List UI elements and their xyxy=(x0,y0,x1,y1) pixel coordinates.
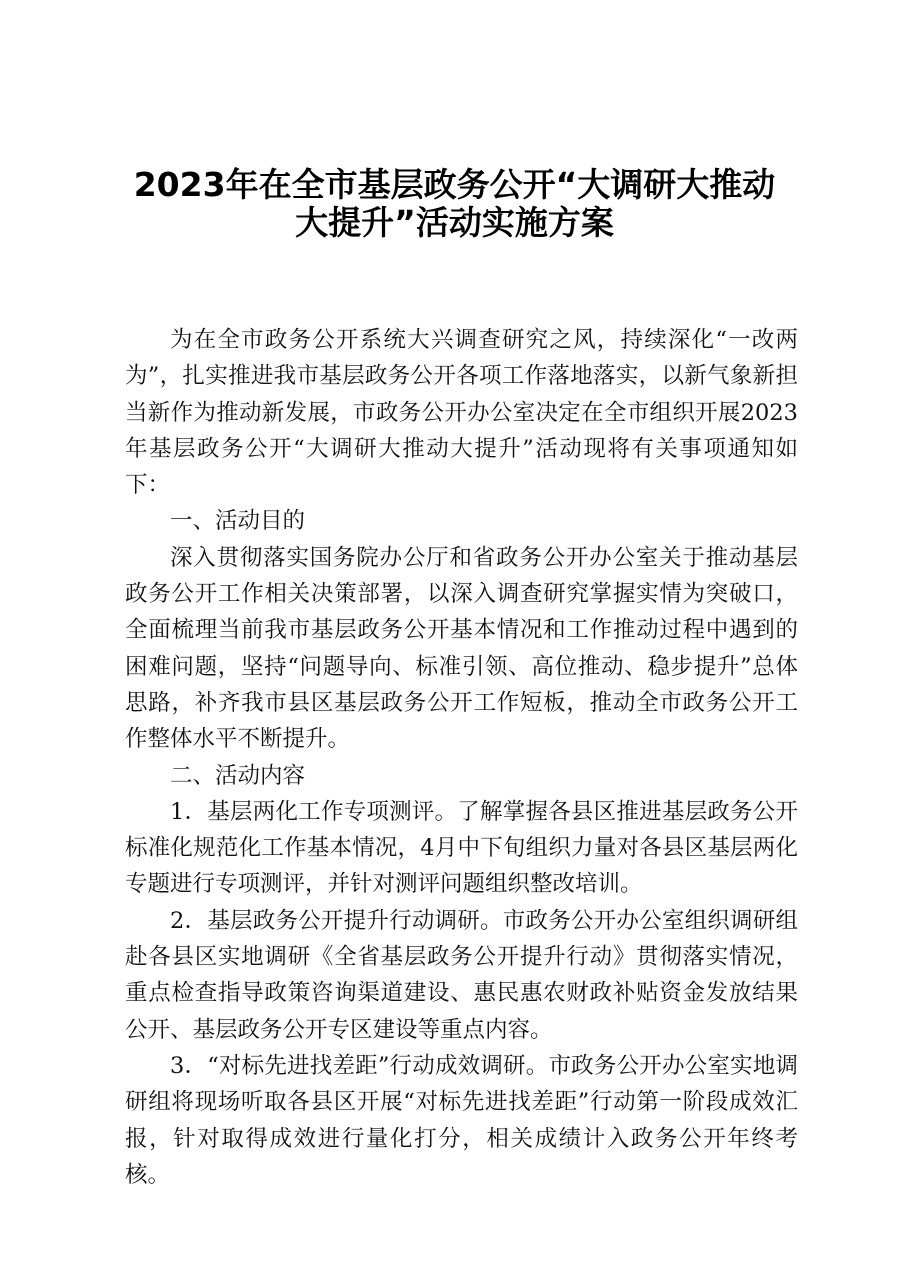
content-item-2: 2．基层政务公开提升行动调研。市政务公开办公室组织调研组赴各县区实地调研《全省基层政务公开提升行动》贯彻落实情况，重点检查指导政策咨询渠道建设、惠民惠农财政补贴资金发放结果公开、基层政务公开专区建设等重点内容。 xyxy=(125,907,798,1043)
purpose-paragraph: 深入贯彻落实国务院办公厅和省政务公开办公室关于推动基层政务公开工作相关决策部署，以深入调查研究掌握实情为突破口，全面梳理当前我市基层政务公开基本情况和工作推动过程中遇到的困难问题，坚持“问题导向、标准引领、高位推动、稳步提升”总体思路，补齐我市县区基层政务公开工作短板，推动全市政务公开工作整体水平不断提升。 xyxy=(125,544,798,753)
content-item-3: 3．“对标先进找差距”行动成效调研。市政务公开办公室实地调研组将现场听取各县区开展“对标先进找差距”行动第一阶段成效汇报，针对取得成效进行量化打分，相关成绩计入政务公开年终考核。 xyxy=(125,1052,798,1188)
document-title-line-1: 2023年在全市基层政务公开“大调研大推动 xyxy=(133,165,776,204)
intro-paragraph: 为在全市政务公开系统大兴调查研究之风，持续深化“一改两为”，扎实推进我市基层政务公开各项工作落地落实，以新气象新担当新作为推动新发展，市政务公开办公室决定在全市组织开展2023年基层政务公开“大调研大推动大提升”活动现将有关事项通知如下： xyxy=(125,327,798,499)
document-title-line-2: 大提升”活动实施方案 xyxy=(295,203,614,242)
document-body xyxy=(125,322,798,1193)
content-item-1: 1．基层两化工作专项测评。了解掌握各县区推进基层政务公开标准化规范化工作基本情况，4月中下旬组织力量对各县区基层两化专题进行专项测评，并针对测评问题组织整改培训。 xyxy=(125,798,798,898)
section-heading-content: 二、活动内容 xyxy=(170,762,306,789)
section-heading-purpose: 一、活动目的 xyxy=(170,508,306,535)
